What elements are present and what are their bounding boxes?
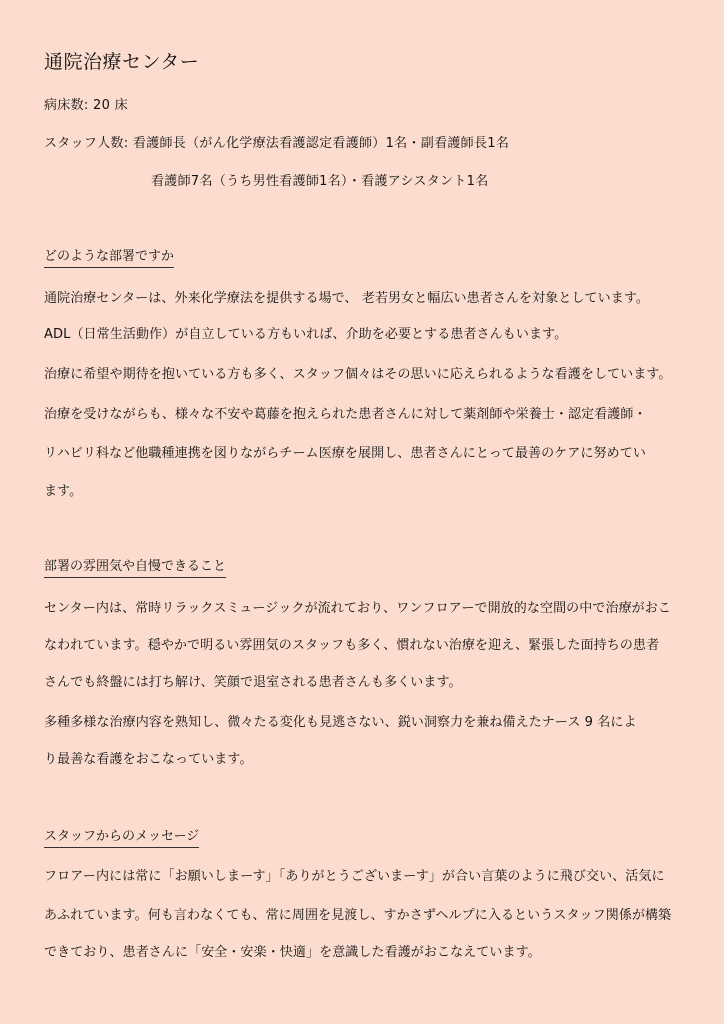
about-line: ます。 [44, 484, 83, 499]
atmosphere-line: センター内は、常時リラックスミュージックが流れており、ワンフロアーで開放的な空間の中で治療がおこ [44, 601, 671, 616]
staff-count-line-2: 看護師7名（うち男性看護師1名）・看護アシスタント1名 [151, 174, 489, 189]
about-line: 通院治療センターは、外来化学療法を提供する場で、 老若男女と幅広い患者さんを対象としています。 [44, 291, 650, 306]
staff-count-line-1: スタッフ人数: 看護師長（がん化学療法看護認定看護師）1名・副看護師長1名 [44, 136, 510, 151]
section-heading-message: スタッフからのメッセージ [44, 825, 199, 848]
section-heading-atmosphere: 部署の雰囲気や自慢できること [44, 555, 226, 578]
message-line: フロアー内には常に「お願いしまーす」「ありがとうございまーす」が合い言葉のように飛び交い、活気に [44, 869, 665, 884]
about-line: リハビリ科など他職種連携を図りながらチーム医療を展開し、患者さんにとって最善のケアに努めてい [44, 446, 646, 461]
about-line: 治療を受けながらも、様々な不安や葛藤を抱えられた患者さんに対して薬剤師や栄養士・認定看護師・ [44, 407, 647, 422]
about-line: ADL（日常生活動作）が自立している方もいれば、介助を必要とする患者さんもいます。 [44, 327, 568, 342]
section-heading-about: どのような部署ですか [44, 245, 174, 268]
atmosphere-line: 多種多様な治療内容を熟知し、微々たる変化も見逃さない、鋭い洞察力を兼ね備えたナース 9 名によ [44, 715, 637, 730]
about-line: 治療に希望や期待を抱いている方も多く、スタッフ個々はその思いに応えられるような看護をしています。 [44, 367, 672, 382]
atmosphere-line: り最善な看護をおこなっています。 [44, 752, 253, 767]
message-line: あふれています。何も言わなくても、常に周囲を見渡し、すかさずヘルプに入るというスタッフ関係が構築 [44, 908, 672, 923]
bed-count: 病床数: 20 床 [44, 98, 128, 113]
atmosphere-line: さんでも終盤には打ち解け、笑顔で退室される患者さんも多くいます。 [44, 675, 462, 690]
atmosphere-line: なわれています。穏やかで明るい雰囲気のスタッフも多く、慣れない治療を迎え、緊張した面持ちの患者 [44, 638, 660, 653]
message-line: できており、患者さんに「安全・安楽・快適」を意識した看護がおこなえています。 [44, 945, 541, 960]
page-title: 通院治療センター [44, 51, 200, 73]
